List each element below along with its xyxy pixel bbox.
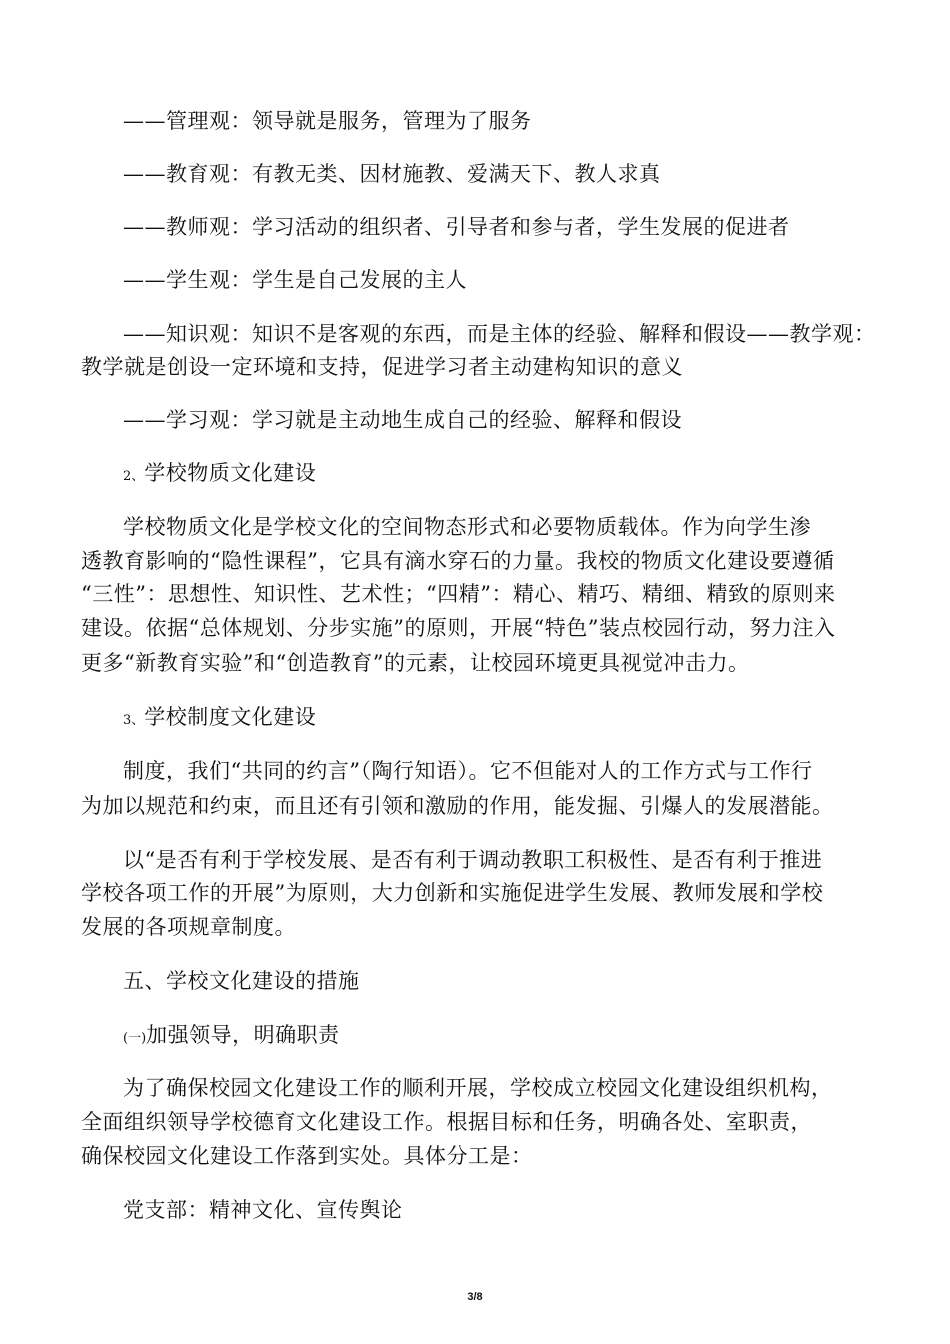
paragraph-principle-line1: 以“是否有利于学校发展、是否有利于调动教职工积极性、是否有利于推进 bbox=[123, 848, 823, 872]
paragraph-system-line2: 为加以规范和约束，而且还有引领和激励的作用，能发掘、引爆人的发展潜能。 bbox=[81, 794, 834, 818]
paragraph-material-line1: 学校物质文化是学校文化的空间物态形式和必要物质载体。作为向学生渗 bbox=[123, 515, 811, 539]
paragraph-principle-line3: 发展的各项规章制度。 bbox=[81, 915, 296, 939]
paragraph-learning-view: ——学习观：学习就是主动地生成自己的经验、解释和假设 bbox=[123, 408, 682, 432]
item-number: (一) bbox=[123, 1031, 147, 1046]
paragraph-material-line4: 建设。依据“总体规划、分步实施”的原则，开展“特色”装点校园行动，努力注入 bbox=[81, 616, 836, 640]
heading-leadership bbox=[123, 1021, 923, 1053]
paragraph-party-branch: 党支部：精神文化、宣传舆论 bbox=[123, 1198, 403, 1222]
section-number: 2、 bbox=[123, 469, 145, 484]
paragraph-student-view: ——学生观：学生是自己发展的主人 bbox=[123, 268, 467, 292]
heading-measures: 五、学校文化建设的措施 bbox=[123, 969, 360, 993]
heading-text: 学校物质文化建设 bbox=[144, 461, 317, 485]
page-number: 3/8 bbox=[467, 1291, 483, 1303]
section-number: 3、 bbox=[123, 713, 145, 728]
paragraph-teacher-view: ——教师观：学习活动的组织者、引导者和参与者，学生发展的促进者 bbox=[123, 215, 790, 239]
paragraph-principle-line2: 学校各项工作的开展”为原则，大力创新和实施促进学生发展、教师发展和学校 bbox=[81, 881, 824, 905]
paragraph-management-view: ——管理观：领导就是服务，管理为了服务 bbox=[123, 109, 532, 133]
paragraph-education-view: ——教育观：有教无类、因材施教、爱满天下、教人求真 bbox=[123, 162, 661, 186]
paragraph-material-line5: 更多“新教育实验”和“创造教育”的元素，让校园环境更具视觉冲击力。 bbox=[81, 651, 750, 675]
paragraph-knowledge-view-line2: 教学就是创设一定环境和支持，促进学习者主动建构知识的意义 bbox=[81, 355, 683, 379]
paragraph-organization-line3: 确保校园文化建设工作落到实处。具体分工是： bbox=[81, 1144, 533, 1168]
paragraph-system-line1: 制度，我们“共同的约言”（陶行知语）。它不但能对人的工作方式与工作行 bbox=[123, 759, 813, 783]
heading-text: 学校制度文化建设 bbox=[144, 705, 317, 729]
heading-text: 加强领导，明确职责 bbox=[146, 1023, 340, 1047]
paragraph-material-line2: 透教育影响的“隐性课程”，它具有滴水穿石的力量。我校的物质文化建设要遵循 bbox=[81, 549, 835, 573]
heading-system-culture bbox=[123, 703, 923, 735]
paragraph-organization-line1: 为了确保校园文化建设工作的顺利开展，学校成立校园文化建设组织机构， bbox=[123, 1076, 833, 1100]
heading-material-culture bbox=[123, 459, 923, 491]
paragraph-organization-line2: 全面组织领导学校德育文化建设工作。根据目标和任务，明确各处、室职责， bbox=[81, 1110, 812, 1134]
paragraph-material-line3: “三性”：思想性、知识性、艺术性；“四精”：精心、精巧、精细、精致的原则来 bbox=[81, 582, 836, 606]
paragraph-knowledge-view-line1: ——知识观：知识不是客观的东西，而是主体的经验、解释和假设——教学观： bbox=[123, 322, 876, 346]
